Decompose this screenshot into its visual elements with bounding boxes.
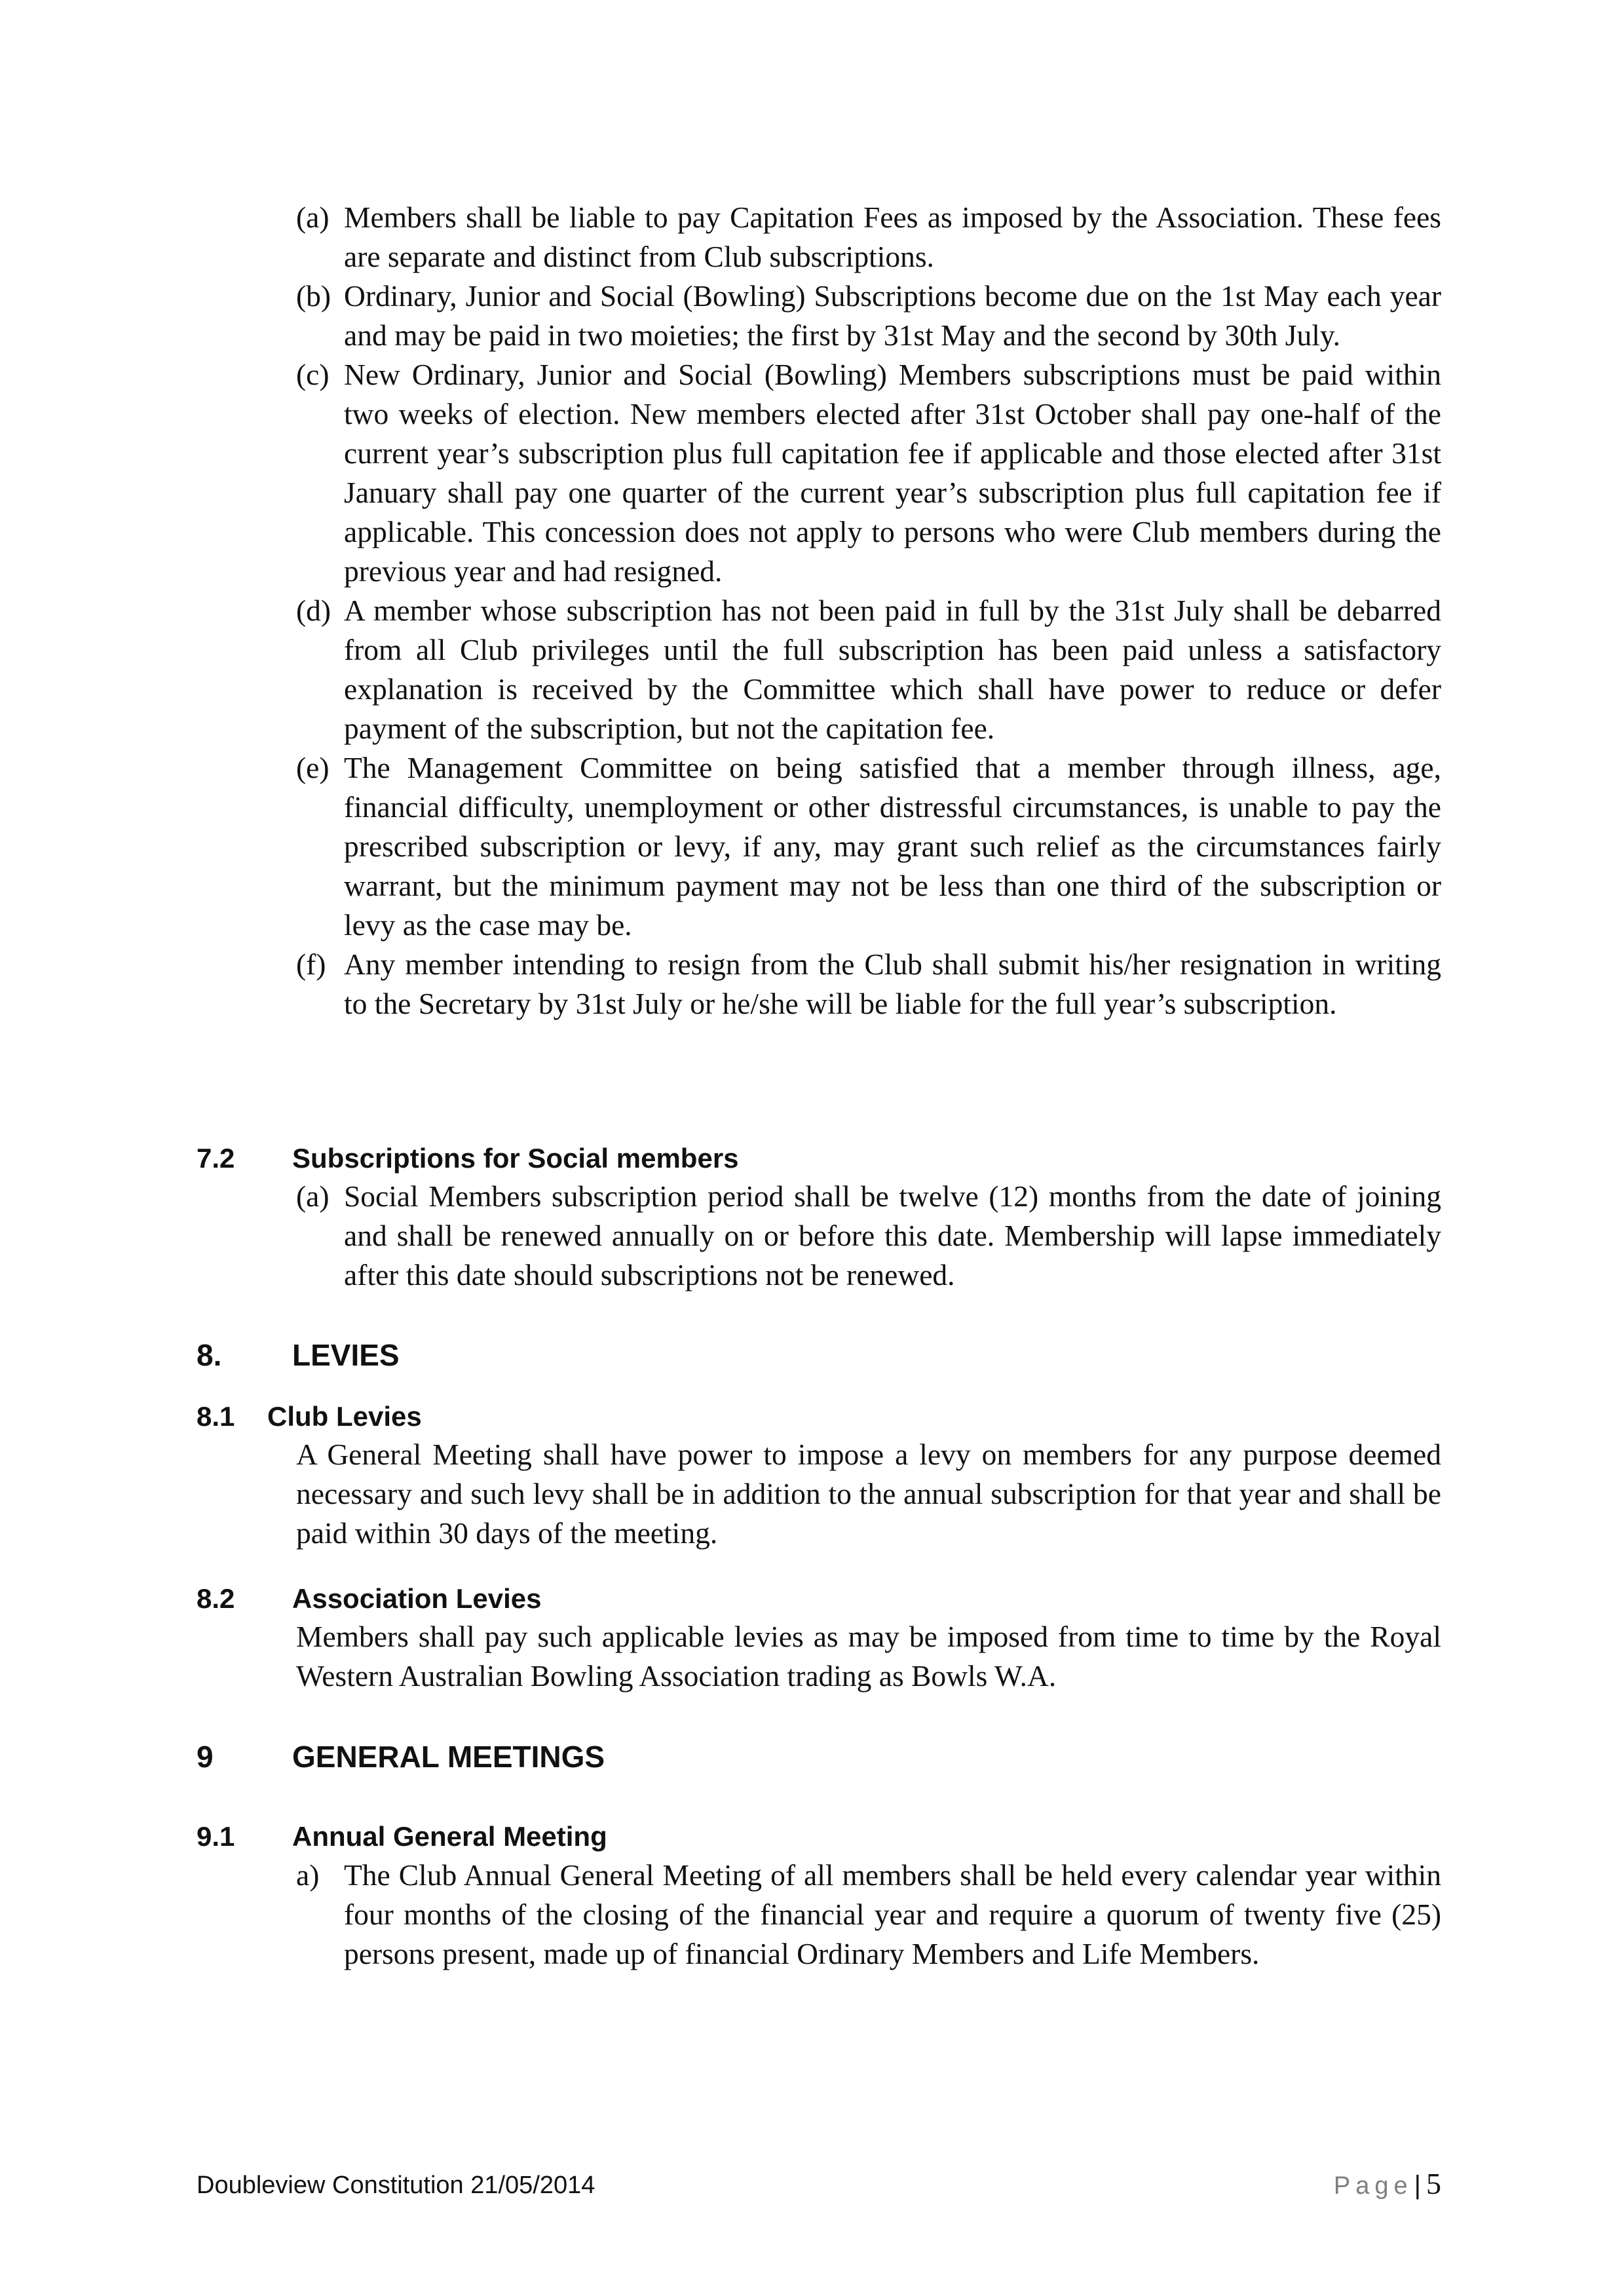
section-title: Association Levies — [292, 1583, 542, 1614]
footer-document-title: Doubleview Constitution 21/05/2014 — [197, 2172, 595, 2199]
list-item-text: Members shall be liable to pay Capitation Fees as imposed by the Association. These fees are separate and distinct from Club subscriptions. — [344, 201, 1441, 273]
social-subscriptions-list — [296, 1177, 1441, 1295]
footer-page-number — [1297, 2166, 1441, 2201]
association-levies-text: Members shall pay such applicable levies as may be imposed from time to time by the Royal Western Australian Bowling Association trading as Bowls W.A. — [296, 1620, 1441, 1693]
list-item-label: (d) — [296, 594, 331, 627]
list-item-text: New Ordinary, Junior and Social (Bowling) Members subscriptions must be paid within two weeks of election. New members elected after 31st October shall pay one-half of the current year’s subscription plus full capitation fee if applicable and those elected after 31st January shall pay one quarter of the current year’s subscription plus full capitation fee if applicable. This concession does not apply to persons who were Club members during the previous year and had resigned. — [344, 358, 1441, 588]
section-title: LEVIES — [292, 1338, 400, 1372]
list-item-text: The Management Committee on being satisfied that a member through illness, age, financial difficulty, unemployment or other distressful circumstances, is unable to pay the prescribed subscription or levy, if any, may grant such relief as the circumstances fairly warrant, but the minimum payment may not be less than one third of the subscription or levy as the case may be. — [344, 751, 1441, 942]
list-item-label: (b) — [296, 279, 331, 313]
section-number: 8.1 — [197, 1401, 235, 1432]
agm-list — [296, 1856, 1441, 1974]
list-item-text: Ordinary, Junior and Social (Bowling) Subscriptions become due on the 1st May each year and may be paid in two moieties; the first by 31st May and the second by 30th July. — [344, 279, 1441, 352]
page-number: 5 — [1426, 2167, 1441, 2200]
list-item — [296, 355, 1441, 591]
list-item — [296, 277, 1441, 355]
list-item — [296, 591, 1441, 748]
list-item-text: Any member intending to resign from the Club shall submit his/her resignation in writing to the Secretary by 31st July or he/she will be liable for the full year’s subscription. — [344, 947, 1441, 1020]
page-separator: | — [1414, 2171, 1421, 2200]
list-item-text: A member whose subscription has not been paid in full by the 31st July shall be debarred from all Club privileges until the full subscription has been paid unless a satisfactory explanation is received by the Committee which shall have power to reduce or defer payment of the subscription, but not the capitation fee. — [344, 594, 1441, 745]
page-label: Page — [1333, 2172, 1413, 2200]
list-item-label: a) — [296, 1858, 320, 1892]
list-item-text: Social Members subscription period shall be twelve (12) months from the date of joining and shall be renewed annually on or before this date. Membership will lapse immediately after this date should subscriptions not be renewed. — [344, 1179, 1441, 1292]
section-title: Subscriptions for Social members — [292, 1143, 739, 1174]
section-title: Annual General Meeting — [292, 1821, 607, 1852]
section-number: 9 — [197, 1740, 214, 1774]
list-item-label: (f) — [296, 947, 326, 981]
list-item — [296, 1177, 1441, 1295]
section-number: 8. — [197, 1338, 222, 1372]
list-item-label: (a) — [296, 201, 330, 234]
list-item-label: (c) — [296, 358, 330, 391]
list-item-text: The Club Annual General Meeting of all members shall be held every calendar year within four months of the closing of the financial year and require a quorum of twenty five (25) persons present, made up of financial Ordinary Members and Life Members. — [344, 1858, 1441, 1970]
section-number: 7.2 — [197, 1143, 235, 1174]
list-item-label: (a) — [296, 1179, 330, 1213]
section-title: Club Levies — [267, 1401, 422, 1432]
section-number: 9.1 — [197, 1821, 235, 1852]
list-item — [296, 1856, 1441, 1974]
club-levies-text: A General Meeting shall have power to impose a levy on members for any purpose deemed necessary and such levy shall be in addition to the annual subscription for that year and shall be paid within 30 days of the meeting. — [296, 1438, 1441, 1550]
list-item — [296, 198, 1441, 277]
list-item-label: (e) — [296, 751, 330, 784]
list-item — [296, 748, 1441, 945]
section-title: GENERAL MEETINGS — [292, 1740, 605, 1774]
section-number: 8.2 — [197, 1583, 235, 1614]
list-item — [296, 945, 1441, 1024]
subscriptions-list — [296, 198, 1441, 1024]
